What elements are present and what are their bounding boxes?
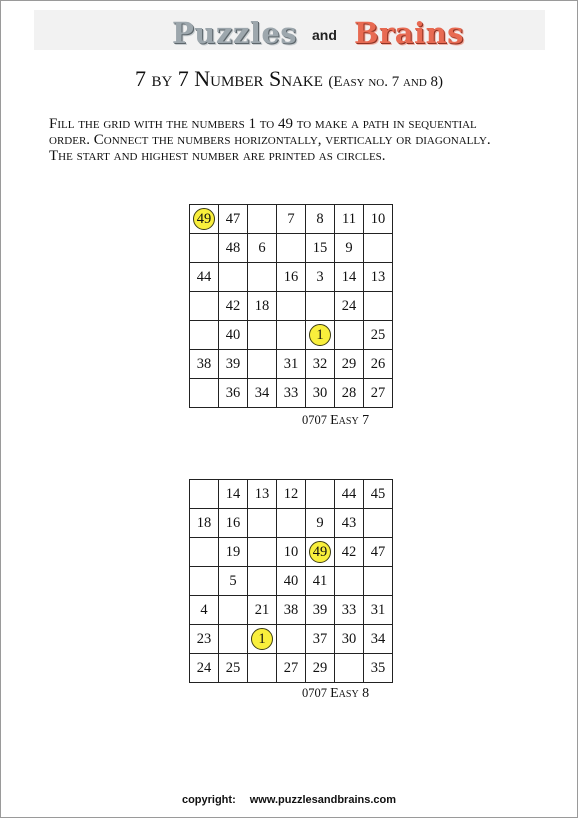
grid-cell: 8 <box>306 205 335 234</box>
circled-number: 49 <box>193 208 215 230</box>
grid-cell: 42 <box>219 292 248 321</box>
grid-row <box>190 538 393 567</box>
grid-cell: 41 <box>306 567 335 596</box>
grid-row <box>190 567 393 596</box>
grid-cell[interactable] <box>335 567 364 596</box>
grid-cell: 24 <box>190 654 219 683</box>
page-title <box>0 66 578 92</box>
grid-cell: 45 <box>364 480 393 509</box>
logo-banner <box>34 10 545 50</box>
grid-cell: 33 <box>277 379 306 408</box>
grid-cell[interactable] <box>219 596 248 625</box>
grid-cell[interactable] <box>248 321 277 350</box>
puzzle-level: Easy 8 <box>330 686 370 701</box>
instructions <box>49 116 549 164</box>
circled-number: 1 <box>251 628 273 650</box>
puzzle-caption <box>302 686 369 702</box>
grid-cell: 14 <box>219 480 248 509</box>
puzzle-code: 0707 <box>302 686 327 700</box>
grid-cell: 19 <box>219 538 248 567</box>
grid-cell: 9 <box>335 234 364 263</box>
grid-cell <box>248 625 277 654</box>
grid-cell: 10 <box>277 538 306 567</box>
grid-row <box>190 321 393 350</box>
grid-cell[interactable] <box>364 509 393 538</box>
grid-cell: 27 <box>277 654 306 683</box>
grid-cell: 32 <box>306 350 335 379</box>
grid-cell[interactable] <box>248 654 277 683</box>
instruction-line: order. Connect the numbers horizontally, vertically or diagonally. <box>49 132 491 148</box>
grid-cell: 34 <box>248 379 277 408</box>
grid-cell <box>190 205 219 234</box>
grid-cell[interactable] <box>248 350 277 379</box>
grid-row <box>190 654 393 683</box>
grid-cell: 37 <box>306 625 335 654</box>
grid-cell[interactable] <box>306 292 335 321</box>
grid-cell: 16 <box>219 509 248 538</box>
grid-cell: 29 <box>335 350 364 379</box>
grid-cell[interactable] <box>248 567 277 596</box>
grid-cell: 18 <box>190 509 219 538</box>
grid-cell: 15 <box>306 234 335 263</box>
grid-cell: 26 <box>364 350 393 379</box>
grid-cell: 47 <box>364 538 393 567</box>
grid-cell: 39 <box>306 596 335 625</box>
grid-cell: 35 <box>364 654 393 683</box>
grid-row <box>190 292 393 321</box>
grid-cell[interactable] <box>190 321 219 350</box>
grid-cell: 13 <box>364 263 393 292</box>
grid-cell[interactable] <box>335 654 364 683</box>
grid-cell: 9 <box>306 509 335 538</box>
grid-cell[interactable] <box>190 538 219 567</box>
grid-row <box>190 596 393 625</box>
grid-cell[interactable] <box>277 625 306 654</box>
grid-cell[interactable] <box>190 234 219 263</box>
grid-cell: 25 <box>364 321 393 350</box>
puzzle-grid-easy-7 <box>189 204 393 408</box>
grid-cell: 27 <box>364 379 393 408</box>
grid-cell: 14 <box>335 263 364 292</box>
grid-cell[interactable] <box>190 567 219 596</box>
grid-cell: 31 <box>277 350 306 379</box>
grid-cell: 44 <box>190 263 219 292</box>
puzzle-grid-easy-8 <box>189 479 393 683</box>
grid-cell: 23 <box>190 625 219 654</box>
grid-cell: 24 <box>335 292 364 321</box>
grid-cell[interactable] <box>219 263 248 292</box>
grid-cell[interactable] <box>248 263 277 292</box>
grid-cell[interactable] <box>364 234 393 263</box>
grid-row <box>190 263 393 292</box>
grid-cell: 12 <box>277 480 306 509</box>
grid-cell[interactable] <box>306 480 335 509</box>
logo-word-brains: Brains <box>354 16 465 50</box>
grid-cell: 40 <box>219 321 248 350</box>
grid-cell: 38 <box>190 350 219 379</box>
grid-cell[interactable] <box>335 321 364 350</box>
circled-number: 49 <box>309 541 331 563</box>
grid-cell: 16 <box>277 263 306 292</box>
grid-row <box>190 234 393 263</box>
logo-word-and: and <box>312 27 337 43</box>
grid-row <box>190 625 393 654</box>
grid-row <box>190 205 393 234</box>
logo-word-puzzles: Puzzles <box>172 16 298 50</box>
grid-cell: 25 <box>219 654 248 683</box>
grid-cell[interactable] <box>277 234 306 263</box>
grid-cell: 13 <box>248 480 277 509</box>
grid-cell: 29 <box>306 654 335 683</box>
grid-row <box>190 350 393 379</box>
grid-cell[interactable] <box>248 205 277 234</box>
grid-row <box>190 480 393 509</box>
instruction-line: The start and highest number are printed as circles. <box>49 148 386 164</box>
grid-cell[interactable] <box>277 509 306 538</box>
grid-cell[interactable] <box>248 509 277 538</box>
circled-number: 1 <box>309 324 331 346</box>
grid-cell: 3 <box>306 263 335 292</box>
grid-cell[interactable] <box>277 292 306 321</box>
grid-cell: 4 <box>190 596 219 625</box>
grid-cell[interactable] <box>190 292 219 321</box>
grid-cell: 5 <box>219 567 248 596</box>
grid-cell: 36 <box>219 379 248 408</box>
grid-cell[interactable] <box>364 292 393 321</box>
grid-cell[interactable] <box>248 538 277 567</box>
grid-cell: 28 <box>335 379 364 408</box>
grid-cell: 39 <box>219 350 248 379</box>
copyright-url[interactable]: www.puzzlesandbrains.com <box>249 794 397 806</box>
grid-cell: 44 <box>335 480 364 509</box>
footer <box>0 794 578 806</box>
grid-cell: 47 <box>219 205 248 234</box>
grid-row <box>190 509 393 538</box>
grid-cell: 18 <box>248 292 277 321</box>
grid-cell[interactable] <box>219 625 248 654</box>
grid-cell: 33 <box>335 596 364 625</box>
grid-cell: 42 <box>335 538 364 567</box>
grid-cell[interactable] <box>364 567 393 596</box>
grid-cell: 48 <box>219 234 248 263</box>
grid-cell[interactable] <box>277 321 306 350</box>
grid-cell[interactable] <box>190 379 219 408</box>
grid-cell: 30 <box>335 625 364 654</box>
puzzle-level: Easy 7 <box>330 413 370 428</box>
title-main: 7 by 7 Number Snake <box>134 66 323 91</box>
grid-cell: 6 <box>248 234 277 263</box>
grid-cell: 11 <box>335 205 364 234</box>
grid-cell: 38 <box>277 596 306 625</box>
title-sub: (Easy no. 7 and 8) <box>328 74 444 90</box>
grid-cell: 40 <box>277 567 306 596</box>
grid-cell <box>306 538 335 567</box>
grid-cell[interactable] <box>190 480 219 509</box>
puzzle-caption <box>302 413 369 429</box>
grid-cell <box>306 321 335 350</box>
grid-cell: 43 <box>335 509 364 538</box>
puzzle-code: 0707 <box>302 413 327 427</box>
grid-cell: 21 <box>248 596 277 625</box>
grid-cell: 31 <box>364 596 393 625</box>
grid-cell: 10 <box>364 205 393 234</box>
copyright-label: copyright: <box>181 794 236 806</box>
grid-cell: 7 <box>277 205 306 234</box>
grid-cell: 34 <box>364 625 393 654</box>
grid-cell: 30 <box>306 379 335 408</box>
instruction-line: Fill the grid with the numbers 1 to 49 to make a path in sequential <box>49 116 477 132</box>
grid-row <box>190 379 393 408</box>
